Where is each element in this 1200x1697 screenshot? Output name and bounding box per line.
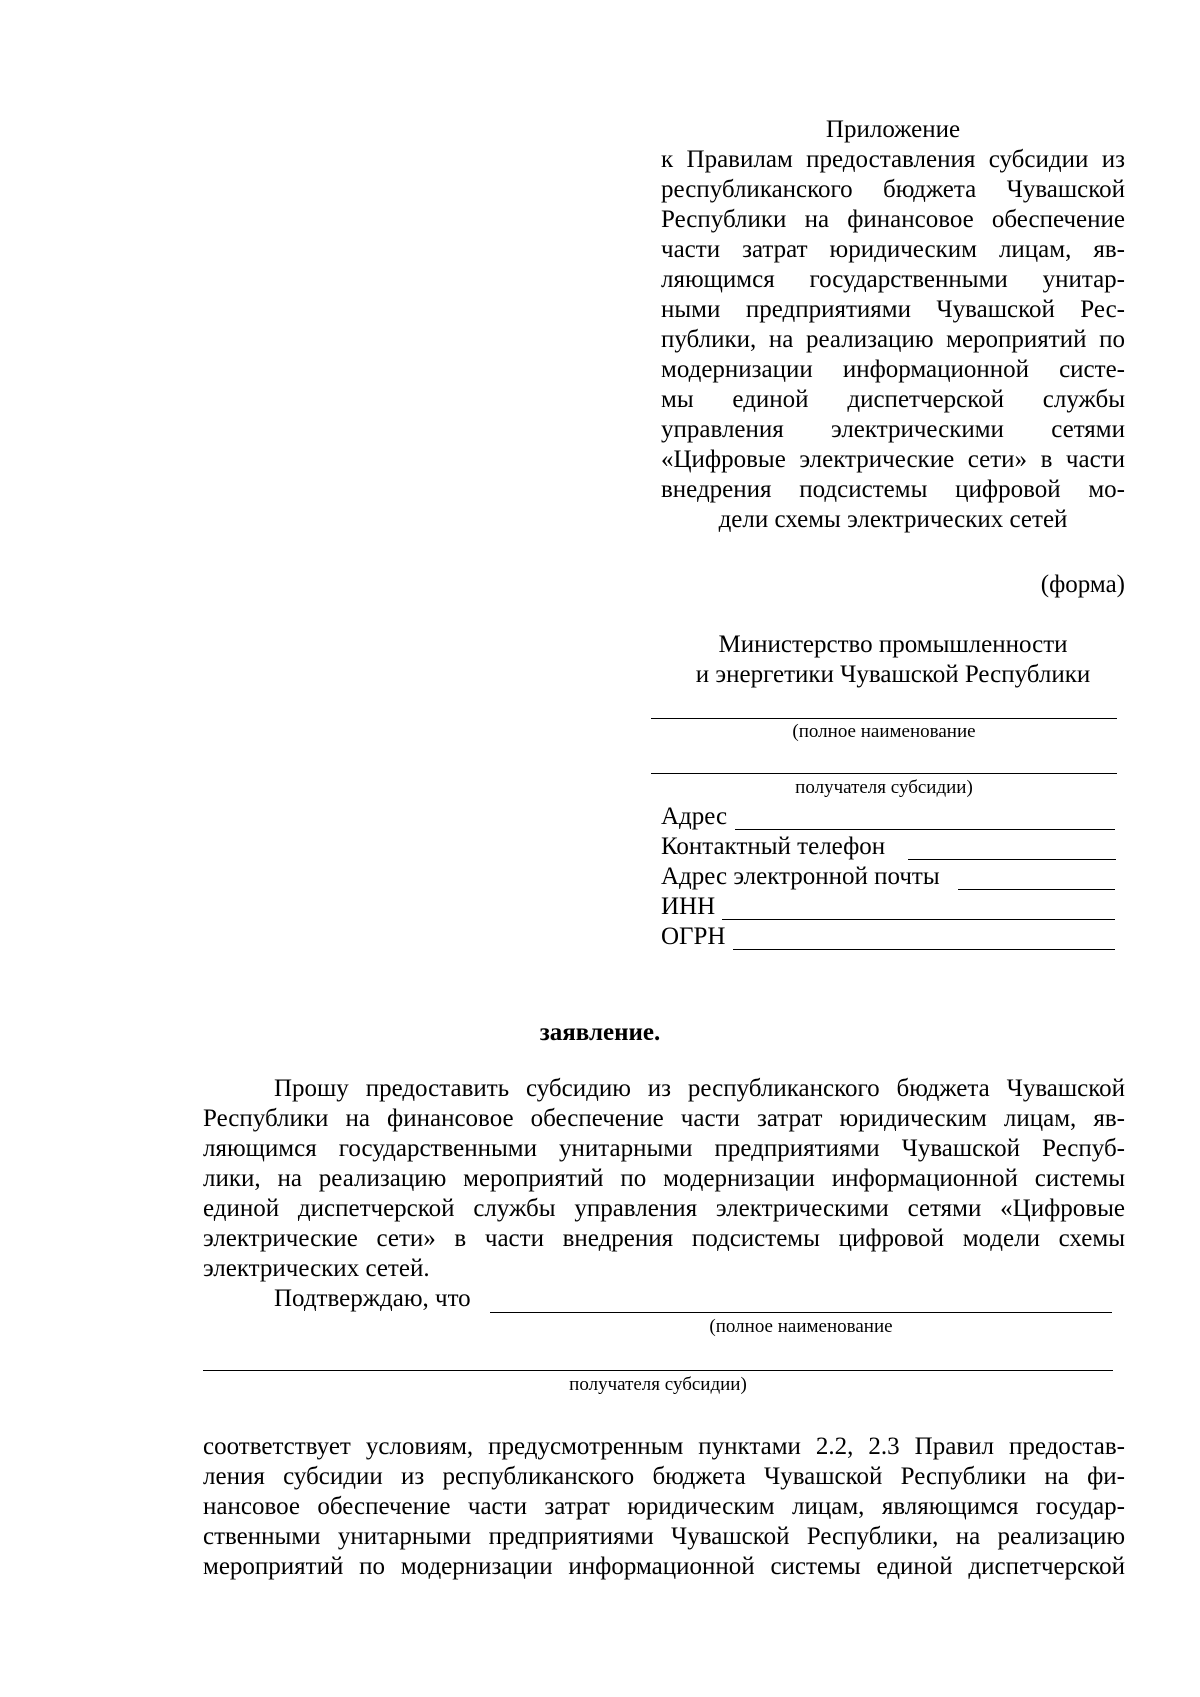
field-address-label: Адрес (661, 803, 728, 830)
ogrn-field[interactable] (733, 949, 1115, 950)
appendix-line: публики, на реализацию мероприятий по (661, 326, 1125, 353)
request-paragraph (203, 1074, 1125, 1284)
paragraph-line: мероприятий по модернизации информационной системы единой диспетчерской (203, 1553, 1125, 1580)
recipient-caption: (полное наименование (792, 721, 976, 742)
paragraph-line: ляющимся государственными унитарными предприятиями Чувашской Респуб- (203, 1135, 1125, 1162)
form-label: (форма) (1040, 571, 1125, 598)
appendix-text (661, 145, 1125, 535)
appendix-line: «Цифровые электрические сети» в части (661, 446, 1125, 473)
inn-field[interactable] (722, 919, 1115, 920)
paragraph-line: соответствует условиям, предусмотренным пунктами 2.2, 2.3 Правил предостав- (203, 1433, 1125, 1460)
paragraph-line: Республики на финансовое обеспечение части затрат юридическим лицам, яв- (203, 1105, 1125, 1132)
email-field[interactable] (958, 889, 1115, 890)
confirm-recipient-blank[interactable] (490, 1312, 1112, 1313)
recipient-caption: получателя субсидии) (795, 777, 973, 798)
appendix-line: части затрат юридическим лицам, яв- (661, 236, 1125, 263)
appendix-line: мы единой диспетчерской службы (661, 386, 1125, 413)
paragraph-line: единой диспетчерской службы управления электрическими сетями «Цифровые (203, 1195, 1125, 1222)
recipient-name-blank[interactable] (651, 773, 1117, 774)
field-phone-label: Контактный телефон (661, 833, 886, 860)
appendix-line: модернизации информационной систе- (661, 356, 1125, 383)
appendix-title: Приложение (825, 116, 961, 143)
paragraph-line: лики, на реализацию мероприятий по модернизации информационной системы (203, 1165, 1125, 1192)
field-ogrn-label: ОГРН (661, 923, 726, 950)
confirm-caption: (полное наименование (709, 1316, 893, 1337)
ministry-block (661, 630, 1125, 690)
appendix-line: ляющимся государственными унитар- (661, 266, 1125, 293)
phone-field[interactable] (908, 859, 1116, 860)
paragraph-line: электрических сетей. (203, 1255, 430, 1282)
confirm-recipient-blank[interactable] (203, 1370, 1113, 1371)
paragraph-line: электрические сети» в части внедрения подсистемы цифровой модели схемы (203, 1225, 1125, 1252)
paragraph-line: ственными унитарными предприятиями Чувашской Республики, на реализацию (203, 1523, 1125, 1550)
confirm-label: Подтверждаю, что (274, 1285, 471, 1312)
appendix-line: внедрения подсистемы цифровой мо- (661, 476, 1125, 503)
appendix-line: республиканского бюджета Чувашской (661, 176, 1125, 203)
ministry-line: и энергетики Чувашской Республики (695, 661, 1091, 688)
recipient-name-blank[interactable] (651, 718, 1117, 719)
paragraph-line: ления субсидии из республиканского бюджета Чувашской Республики на фи- (203, 1463, 1125, 1490)
ministry-line: Министерство промышленности (718, 631, 1068, 658)
appendix-line: управления электрическими сетями (661, 416, 1125, 443)
field-email-label: Адрес электронной почты (661, 863, 940, 890)
appendix-line: Республики на финансовое обеспечение (661, 206, 1125, 233)
appendix-line: к Правилам предоставления субсидии из (661, 146, 1125, 173)
paragraph-line: Прошу предоставить субсидию из республиканского бюджета Чувашской (274, 1075, 1125, 1102)
appendix-line: ными предприятиями Чувашской Рес- (661, 296, 1125, 323)
document-heading: заявление. (539, 1019, 661, 1046)
field-inn-label: ИНН (661, 893, 716, 920)
paragraph-line: нансовое обеспечение части затрат юридическим лицам, являющимся государ- (203, 1493, 1125, 1520)
confirm-caption: получателя субсидии) (569, 1374, 747, 1395)
appendix-line: дели схемы электрических сетей (718, 506, 1068, 533)
address-field[interactable] (735, 829, 1115, 830)
conditions-paragraph (203, 1432, 1125, 1582)
